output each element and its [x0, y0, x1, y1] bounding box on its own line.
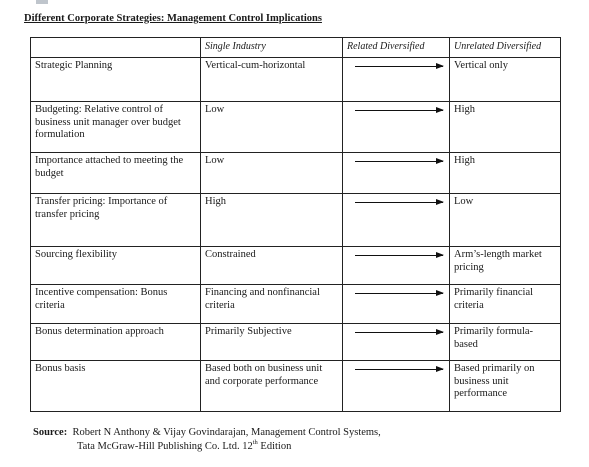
table-row — [31, 247, 561, 285]
single-industry-cell: Constrained — [201, 247, 343, 285]
single-industry-cell: Primarily Subjective — [201, 324, 343, 361]
single-industry-cell: Low — [201, 153, 343, 194]
single-industry-cell: Vertical-cum-horizontal — [201, 58, 343, 102]
related-arrow-cell — [343, 285, 450, 324]
table-row — [31, 285, 561, 324]
table-row — [31, 194, 561, 247]
header-unrelated-diversified: Unrelated Diversified — [450, 38, 561, 58]
right-arrow-icon — [355, 332, 443, 333]
header-related-diversified: Related Diversified — [343, 38, 450, 58]
row-label: Budgeting: Relative control of business unit manager over budget formulation — [31, 102, 201, 153]
header-blank — [31, 38, 201, 58]
right-arrow-icon — [355, 66, 443, 67]
table-row — [31, 102, 561, 153]
table-row — [31, 361, 561, 412]
single-industry-cell: High — [201, 194, 343, 247]
table-row — [31, 324, 561, 361]
row-label: Bonus determination approach — [31, 324, 201, 361]
related-arrow-cell — [343, 194, 450, 247]
single-industry-cell: Based both on business unit and corporate performance — [201, 361, 343, 412]
source-text-2: Tata McGraw-Hill Publishing Co. Ltd. 12 — [77, 441, 253, 452]
related-arrow-cell — [343, 153, 450, 194]
unrelated-diversified-cell: High — [450, 102, 561, 153]
unrelated-diversified-cell: Primarily financial criteria — [450, 285, 561, 324]
unrelated-diversified-cell: High — [450, 153, 561, 194]
unrelated-diversified-cell: Low — [450, 194, 561, 247]
source-text-3: Edition — [257, 441, 292, 452]
source-line-2 — [33, 440, 381, 454]
row-label: Transfer pricing: Importance of transfer pricing — [31, 194, 201, 247]
table-row — [31, 58, 561, 102]
unrelated-diversified-cell: Based primarily on business unit performance — [450, 361, 561, 412]
single-industry-cell: Financing and nonfinancial criteria — [201, 285, 343, 324]
header-row — [31, 38, 561, 58]
related-arrow-cell — [343, 324, 450, 361]
edition-superscript: th — [252, 439, 258, 446]
row-label: Sourcing flexibility — [31, 247, 201, 285]
right-arrow-icon — [355, 161, 443, 162]
right-arrow-icon — [355, 369, 443, 370]
unrelated-diversified-cell: Vertical only — [450, 58, 561, 102]
unrelated-diversified-cell: Arm’s-length market pricing — [450, 247, 561, 285]
top-edge-mark — [36, 0, 48, 4]
single-industry-cell: Low — [201, 102, 343, 153]
table-title: Different Corporate Strategies: Management Control Implications — [24, 13, 322, 24]
related-arrow-cell — [343, 361, 450, 412]
source-line-1 — [33, 426, 381, 440]
related-arrow-cell — [343, 102, 450, 153]
row-label: Bonus basis — [31, 361, 201, 412]
unrelated-diversified-cell: Primarily formula-based — [450, 324, 561, 361]
right-arrow-icon — [355, 110, 443, 111]
right-arrow-icon — [355, 255, 443, 256]
row-label: Incentive compensation: Bonus criteria — [31, 285, 201, 324]
related-arrow-cell — [343, 58, 450, 102]
related-arrow-cell — [343, 247, 450, 285]
header-single-industry: Single Industry — [201, 38, 343, 58]
source-citation — [33, 426, 381, 454]
table-row — [31, 153, 561, 194]
right-arrow-icon — [355, 202, 443, 203]
row-label: Strategic Planning — [31, 58, 201, 102]
source-text-1: Robert N Anthony & Vijay Govindarajan, Management Control Systems, — [72, 427, 381, 438]
source-label: Source: — [33, 427, 68, 438]
right-arrow-icon — [355, 293, 443, 294]
strategy-table — [30, 37, 561, 412]
row-label: Importance attached to meeting the budget — [31, 153, 201, 194]
